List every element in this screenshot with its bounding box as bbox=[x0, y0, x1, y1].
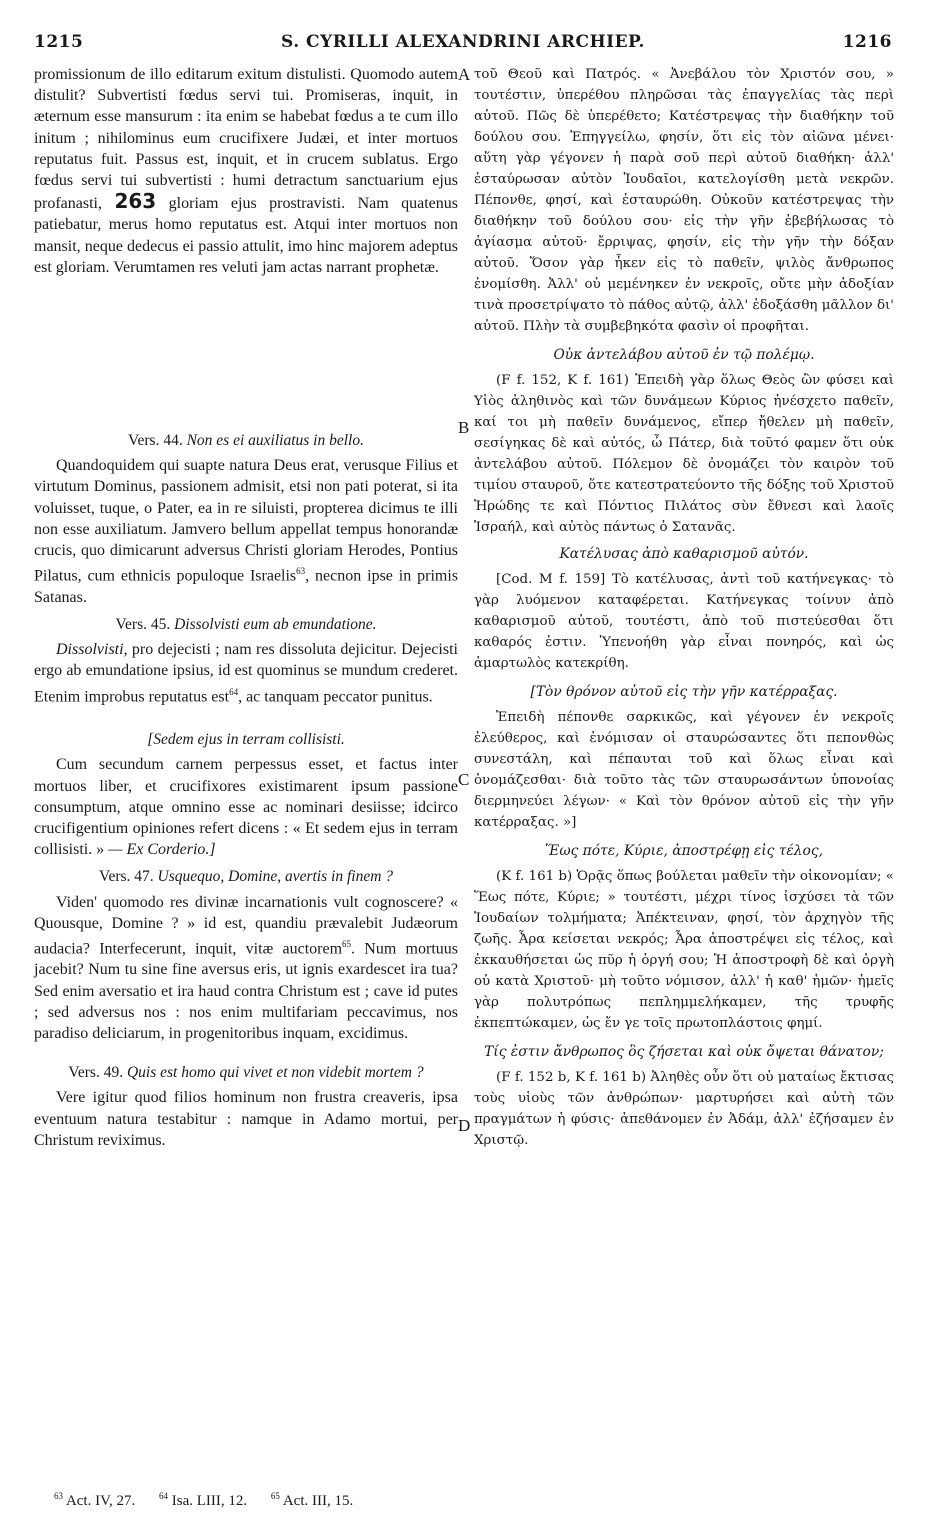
verse-number: Vers. 45. bbox=[115, 615, 171, 633]
verse-text: Dissolvisti eum ab emundatione. bbox=[174, 615, 377, 633]
footnote-text: Isa. LIII, 12. bbox=[171, 1493, 248, 1509]
verse-heading-45 bbox=[34, 614, 458, 635]
text: . Num mortuus jacebit? Num tu sine fine aversus eris, ut ignis exardescet ira tua? Sed enim aversatio et ira haud contra Christum est ; cave id putes ; sed adversus nos : nos enim multifariam peccavimus, nos paradiso deliciarum, in progenitoribus inquam, excidimus. bbox=[34, 940, 458, 1043]
greek-paragraph: (K f. 161 b) Ὁρᾷς ὅπως βούλεται μαθεῖν τὴν οἰκονομίαν; « Ἕως πότε, Κύριε; » τουτέστι, μέχρι τίνος ἰσχύσει τὰ τῶν Ἰουδαίων τολμήματα; Ἀπέκτειναν, φησί, τὸν ἀρχηγὸν τῆς ζωῆς. Ἆρα κείσεται νεκρός; Ἆρα ἀποστρέψει εἰς τέλος, καὶ ἐκκαυθήσεται ὡς πῦρ ἡ ὀργή σου; Ἡ ἀποστροφὴ δὲ καὶ ὀργὴ οὐ κατὰ Χριστοῦ· μὴ τοῦτο νόμισον, ἀλλ' ἡ καθ' ἡμῶν· ἡμεῖς γὰρ πολυτρόπως πεπλημμελήκαμεν, τῆς τρυφῆς ἐκπεπτώκαμεν, ὡς ἔν γε τοῖς πρωτοπλάστοις φημί. bbox=[474, 869, 894, 1031]
running-title: S. CYRILLI ALEXANDRINI ARCHIEP. bbox=[281, 32, 645, 52]
latin-paragraph bbox=[34, 64, 458, 422]
page-number-right: 1216 bbox=[842, 32, 892, 52]
verse-number: Vers. 44. bbox=[128, 432, 183, 449]
greek-verse-heading-45: Κατέλυσας ἀπὸ καθαρισμοῦ αὐτόν. bbox=[559, 546, 809, 562]
greek-verse-heading-sedem: [Τὸν θρόνον αὐτοῦ εἰς τὴν γῆν κατέρραξας. bbox=[530, 684, 838, 700]
margin-marker-a: A bbox=[458, 65, 471, 84]
verse-number: Vers. 49. bbox=[68, 1064, 124, 1082]
source-note: — Ex Corderio.] bbox=[108, 841, 216, 859]
text: Cum secundum carnem perpessus esset, et factus inter mortuos liber, et crucifixores existimarent ipsum passione consumptum, atque omnino esse ac nominari desiisse; idcirco crucifigentium opiniones refert dicens : « Et sedem ejus in terram collisisti. » bbox=[34, 756, 458, 859]
footnote-ref: 65 bbox=[342, 938, 352, 949]
greek-paragraph: (F f. 152, K f. 161) Ἐπειδὴ γὰρ ὅλως Θεὸς ὢν φύσει καὶ Υἱὸς ἀληθινὸς καὶ τῶν δυνάμεων Κύριος ἠνέσχετο παθεῖν, καί τοι μὴ παθεῖν δυνάμενος, εἴπερ ἤθελεν μὴ παθεῖν, σεσίγηκας δὲ καὶ αὐτός, ὦ Πάτερ, διὰ τοῦτό φαμεν ὅτι οὐκ ἀντελάβου αὐτοῦ. Πόλεμον δὲ ὀνομάζει τὸν καιρὸν τοῦ τιμίου σταυροῦ, ὅτε κατεστρατεύοντο τῆς δόξης τοῦ Χριστοῦ Ἡρώδης τε καὶ Πόντιος Πιλάτος σὺν ἔθνεσι καὶ λαοῖς Ἰσραήλ, καὶ αὐτὸς πάντως ὁ Σατανᾶς. bbox=[474, 373, 894, 535]
footnote-64 bbox=[159, 1493, 251, 1509]
text: Quandoquidem qui suapte natura Deus erat, verusque Filius et virtutum Dominus, passionem admisit, etsi non pati poterat, si ita voluisset, tuque, o Pater, ea in re siluisti, propterea dicimus te illi non esse auxiliatum. Jamvero bellum appellat tempus honorandæ crucis, quo dimicarunt adversus Christi gloriam Herodes, Pontius Pilatus, cum ethnicis populoque Israelis bbox=[34, 457, 458, 585]
footnote-63 bbox=[54, 1493, 139, 1509]
greek-paragraph: τοῦ Θεοῦ καὶ Πατρός. « Ἀνεβάλου τὸν Χριστόν σου, » τουτέστιν, ὑπερέθου πληρῶσαι τὰς ἐπαγγελίας τὰς περὶ αὐτοῦ. Πῶς δὲ ὑπερέθετο; Κατέστρεψας τὴν διαθήκην τοῦ δούλου σου. Ἐπηγγείλω, φησίν, ὅτι εἰς τὸν αἰῶνα μένει· αὕτη γὰρ γέγονεν ἡ παρὰ σοῦ περὶ αὐτοῦ διαθήκη· ἀλλ' ἐσταύρωσαν αὐτὸν Ἰουδαῖοι, κατελογίσθη μετὰ νεκρῶν. Πέπονθε, φησί, καὶ ἐσταυρώθη. Οὐκοῦν κατέστρεψας τὴν διαθήκην τοῦ δούλου σου· εἰς τὴν γῆν ἐβεβήλωσας τὸ ἁγίασμα αὐτοῦ· ἔρριψας, φησίν, εἰς τὴν γῆν τὴν δόξαν αὐτοῦ. Ὅσον γὰρ ἧκεν εἰς τὸ παθεῖν, ψιλὸς ἄνθρωπος ἐνομίσθη. Ἀλλ' οὐ μεμένηκεν ἐν νεκροῖς, οὔτε μὴν ἀδοξίαν τινὰ προσετρίψατο τὸ πάθος αὐτῷ, ἀλλ' ἐδοξάσθη μᾶλλον δι' αὐτοῦ. Πλὴν τὰ συμβεβηκότα φασὶν οἱ προφῆται. bbox=[474, 67, 894, 334]
text: Dissolvisti bbox=[56, 641, 124, 659]
footnote-number: 64 bbox=[159, 1491, 168, 1501]
greek-paragraph: [Cod. M f. 159] Τὸ κατέλυσας, ἀντὶ τοῦ κατήνεγκας· τὸ γὰρ λυόμενον καταφέρεται. Κατήνεγκας τοίνυν ἀπὸ καθαρισμοῦ αὐτοῦ, τουτέστι, ἀπὸ τοῦ πιστεύεσθαι ὅτι καθαρός ἐστιν. Ὑπενοήθη γὰρ εἶναι πονηρός, καὶ ὡς ἁμαρτωλὸς κατεκρίθη. bbox=[474, 572, 894, 671]
footnote-text: Act. IV, 27. bbox=[65, 1493, 136, 1509]
text: gloriam ejus prostravisti. Nam quatenus patiebatur, merus homo reputatus est. Atqui inter mortuos non mansit, neque dedecus ei passio attulit, imo hinc majorem adeptus est gloriam. Verumtamen res veluti jam actas narrant prophetæ. bbox=[34, 195, 459, 276]
text: , necnon ipse in primis Satanas. bbox=[34, 567, 458, 606]
greek-paragraph: (F f. 152 b, K f. 161 b) Ἀληθὲς οὖν ὅτι οὐ ματαίως ἔκτισας τοὺς υἱοὺς τῶν ἀνθρώπων· μαρτυρήσει καὶ αὐτὴ τῶν πραγμάτων ἡ φύσις· ἀπεθάνομεν ἐν Ἀδάμ, ἀλλ' ἐζήσαμεν ἐν Χριστῷ. bbox=[474, 1070, 894, 1148]
text: , ac tanquam peccator punitus. bbox=[238, 687, 433, 705]
column-number: 263 bbox=[114, 189, 157, 214]
verse-heading-47 bbox=[34, 866, 458, 887]
verse-text: Non es ei auxiliatus in bello. bbox=[186, 432, 364, 449]
latin-paragraph bbox=[34, 639, 458, 707]
margin-marker-c: C bbox=[458, 770, 470, 789]
footnote-number: 65 bbox=[270, 1491, 280, 1501]
text: Viden' quomodo res divinæ incarnationis vult cognoscere? « Quousque, Domine ? » id est, quandiu prævalebit Judæorum audacia? Interfecerunt, inquit, vitæ auctorem bbox=[34, 893, 458, 958]
verse-heading-49 bbox=[34, 1062, 458, 1083]
greek-paragraph: Ἐπειδὴ πέπονθε σαρκικῶς, καὶ γέγονεν ἐν νεκροῖς ἐλεύθερος, καὶ ἐνόμισαν οἱ σταυρώσαντες ὅτι πεπονθὼς συνεστάλη, καὶ πέπαυται τοῦ καὶ ὅλως εἶναι καὶ ὀνομάζεσθαι· διὰ τοῦτο τὰς τῶν σταυρωσάντων ὑπονοίας διερμηνεύει λέγων· « Καὶ τὸν θρόνον αὐτοῦ εἰς τὴν γῆν κατέρραξας. »] bbox=[474, 710, 894, 830]
footnote-ref: 63 bbox=[296, 566, 306, 577]
page-header bbox=[34, 32, 892, 56]
greek-verse-heading-44: Οὐκ ἀντελάβου αὐτοῦ ἐν τῷ πολέμῳ. bbox=[553, 347, 815, 363]
text: promissionum de illo editarum exitum distulisti. Quomodo autem distulit? Subvertisti fœdus servi tui. Promiseras, inquit, in æternum esse mansurum : ita enim se habebat fœdus a te cum illo initum ; nihilominus eum crucifixere Judæi, et inter mortuos reputatus fuit. Passus est, inquit, et in crucem sublatus. Ergo fœdus servi tui subvertisti : humi detractum sanctuarium ejus profanasti, bbox=[34, 66, 458, 213]
margin-marker-b: B bbox=[458, 418, 470, 437]
greek-verse-heading-47: Ἕως πότε, Κύριε, ἀποστρέφῃ εἰς τέλος, bbox=[545, 843, 823, 859]
latin-paragraph bbox=[34, 754, 458, 860]
footnotes bbox=[54, 1491, 373, 1510]
latin-column bbox=[34, 64, 458, 1151]
verse-heading-44 bbox=[34, 430, 458, 451]
footnote-number: 63 bbox=[54, 1491, 63, 1501]
verse-text: [Sedem ejus in terram collisisti. bbox=[147, 731, 345, 749]
verse-text: Quis est homo qui vivet et non videbit mortem ? bbox=[126, 1064, 424, 1082]
verse-text: Usquequo, Domine, avertis in finem ? bbox=[157, 868, 394, 886]
verse-number: Vers. 47. bbox=[98, 868, 154, 886]
text: , pro dejecisti ; nam res dissoluta dejicitur. Dejecisti ergo ab emundatione ipsius, id est quominus se mundum crederet. Etenim improbus reputatus est bbox=[34, 641, 458, 705]
footnote-65 bbox=[271, 1493, 353, 1509]
footnote-text: Act. III, 15. bbox=[282, 1493, 354, 1509]
page-number-left: 1215 bbox=[34, 32, 84, 52]
latin-paragraph bbox=[34, 455, 458, 608]
latin-paragraph bbox=[34, 1087, 458, 1151]
greek-verse-heading-49: Τίς ἐστιν ἄνθρωπος ὃς ζήσεται καὶ οὐκ ὄψεται θάνατον; bbox=[484, 1044, 884, 1060]
greek-column bbox=[474, 64, 894, 1151]
text: Vere igitur quod filios hominum non frustra creaveris, ipsa eventuum natura testabitur : namque in Adamo mortui, per Christum reviximus. bbox=[34, 1089, 458, 1149]
verse-heading-sedem bbox=[34, 729, 458, 750]
latin-paragraph bbox=[34, 892, 458, 1045]
margin-marker-d: D bbox=[458, 1116, 471, 1135]
footnote-ref: 64 bbox=[229, 686, 239, 697]
